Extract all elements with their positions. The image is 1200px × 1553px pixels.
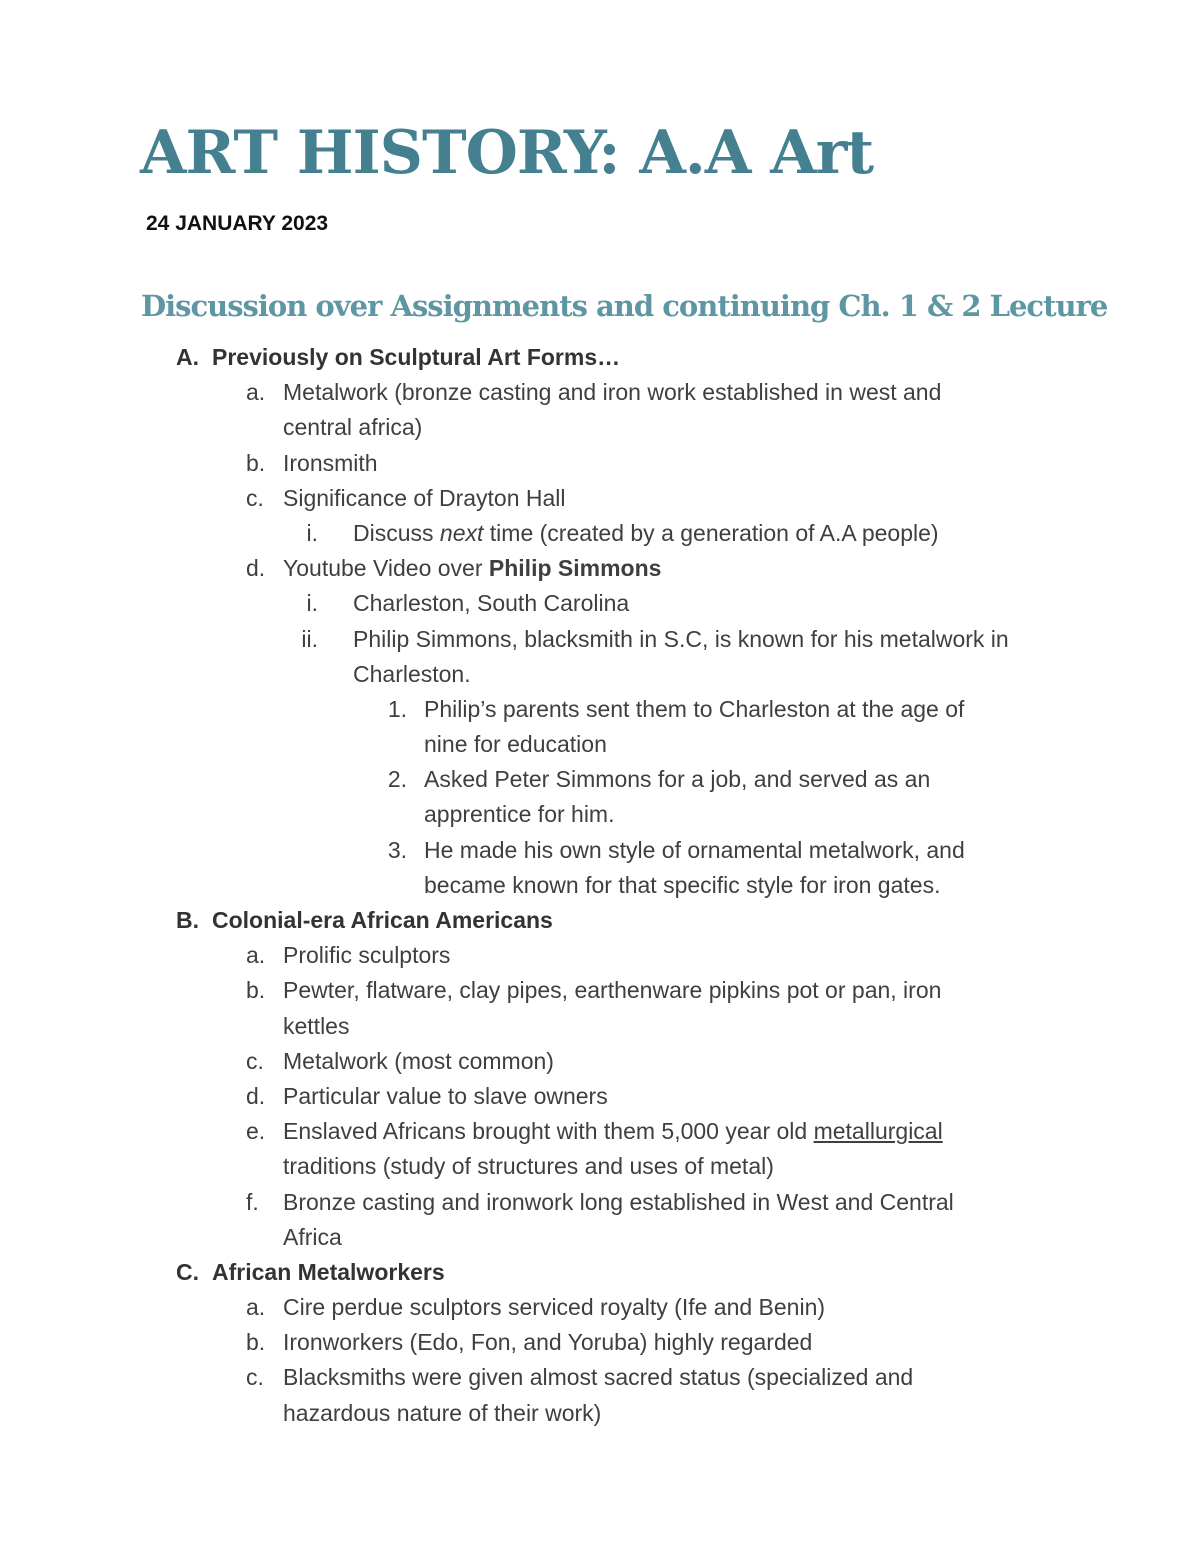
list-item bbox=[0, 375, 1200, 410]
list-item-text: traditions (study of structures and uses of metal) bbox=[283, 1153, 774, 1180]
emphasis-text: next bbox=[439, 519, 484, 546]
list-marker: i. bbox=[306, 519, 318, 546]
list-marker: B. bbox=[176, 907, 199, 933]
list-item bbox=[0, 1360, 1200, 1395]
list-item-text: Charleston. bbox=[353, 660, 471, 687]
list-item-continuation bbox=[0, 1396, 1200, 1431]
list-marker: 3. bbox=[387, 836, 407, 863]
list-item-text: Pewter, flatware, clay pipes, earthenware pipkins pot or pan, iron bbox=[283, 977, 942, 1004]
list-marker: C. bbox=[176, 1258, 199, 1285]
list-marker: d. bbox=[246, 1082, 266, 1109]
list-item bbox=[0, 586, 1200, 621]
list-item-continuation bbox=[0, 657, 1200, 692]
list-item bbox=[0, 1325, 1200, 1360]
list-item-text: Charleston, South Carolina bbox=[353, 590, 630, 617]
list-item-text: central africa) bbox=[283, 414, 423, 441]
list-item-text: hazardous nature of their work) bbox=[283, 1399, 602, 1426]
list-item-text: became known for that specific style for iron gates. bbox=[424, 871, 941, 898]
list-item bbox=[0, 516, 1200, 551]
list-item bbox=[0, 692, 1200, 727]
text-run: time (created by a generation of A.A people) bbox=[483, 519, 939, 546]
list-marker: a. bbox=[246, 942, 266, 969]
list-marker: i. bbox=[306, 590, 318, 617]
outline-section-a bbox=[0, 340, 1200, 375]
list-marker: d. bbox=[246, 555, 266, 582]
list-item-continuation bbox=[0, 1149, 1200, 1184]
text-run: Enslaved Africans brought with them 5,000 year old bbox=[283, 1118, 814, 1145]
list-item-text: Ironworkers (Edo, Fon, and Yoruba) highly regarded bbox=[283, 1329, 813, 1356]
list-marker: a. bbox=[246, 1294, 266, 1321]
list-item-text: Metalwork (bronze casting and iron work established in west and bbox=[283, 379, 942, 406]
list-item-text: Particular value to slave owners bbox=[283, 1082, 608, 1109]
list-marker: c. bbox=[246, 1047, 264, 1074]
underlined-term: metallurgical bbox=[813, 1118, 943, 1145]
list-item bbox=[0, 1114, 1200, 1149]
list-item-text: Cire perdue sculptors serviced royalty (Ife and Benin) bbox=[283, 1294, 826, 1321]
list-item-text: He made his own style of ornamental metalwork, and bbox=[424, 836, 965, 863]
list-marker: b. bbox=[246, 977, 266, 1004]
list-item bbox=[0, 551, 1200, 586]
list-marker: c. bbox=[246, 1364, 264, 1391]
list-item-text: Asked Peter Simmons for a job, and served as an bbox=[424, 766, 931, 793]
document-title: ART HISTORY: A.A Art bbox=[140, 118, 874, 188]
list-marker: a. bbox=[246, 379, 266, 406]
list-item-text: Metalwork (most common) bbox=[283, 1047, 554, 1074]
list-marker: f. bbox=[246, 1188, 259, 1215]
list-marker: c. bbox=[246, 484, 264, 511]
list-item-text: Prolific sculptors bbox=[283, 942, 451, 969]
list-item-continuation bbox=[0, 1220, 1200, 1255]
list-item-text: Philip Simmons, blacksmith in S.C, is known for his metalwork in bbox=[353, 625, 1009, 652]
list-marker: b. bbox=[246, 449, 266, 476]
list-item-text: Ironsmith bbox=[283, 449, 378, 476]
list-item-text: apprentice for him. bbox=[424, 801, 615, 828]
list-marker: 1. bbox=[387, 695, 407, 722]
list-item-continuation bbox=[0, 797, 1200, 832]
list-item-text: Bronze casting and ironwork long established in West and Central bbox=[283, 1188, 954, 1215]
list-item bbox=[0, 1185, 1200, 1220]
list-item bbox=[0, 1079, 1200, 1114]
section-heading: Discussion over Assignments and continuing Ch. 1 & 2 Lecture bbox=[141, 289, 1108, 323]
list-item-text: nine for education bbox=[424, 731, 607, 758]
list-marker: A. bbox=[176, 344, 199, 370]
list-item-text bbox=[283, 551, 661, 586]
list-item bbox=[0, 1290, 1200, 1325]
list-item-continuation bbox=[0, 868, 1200, 903]
list-item-text: Africa bbox=[283, 1223, 342, 1250]
list-item bbox=[0, 446, 1200, 481]
list-item-text: Philip’s parents sent them to Charleston at the age of bbox=[424, 695, 965, 722]
list-item-text bbox=[353, 516, 939, 551]
list-marker: ii. bbox=[301, 625, 318, 652]
list-item bbox=[0, 833, 1200, 868]
bold-name: Philip Simmons bbox=[488, 555, 662, 582]
list-item bbox=[0, 481, 1200, 516]
section-c-title: African Metalworkers bbox=[212, 1258, 445, 1285]
outline-list bbox=[0, 340, 1200, 1431]
list-marker: e. bbox=[246, 1118, 266, 1145]
list-item-text: kettles bbox=[283, 1012, 350, 1039]
list-item bbox=[0, 973, 1200, 1008]
section-a-title: Previously on Sculptural Art Forms… bbox=[212, 344, 621, 370]
section-b-title: Colonial-era African Americans bbox=[212, 907, 553, 933]
outline-section-b bbox=[0, 903, 1200, 938]
list-item-continuation bbox=[0, 1009, 1200, 1044]
list-item bbox=[0, 1044, 1200, 1079]
list-item-continuation bbox=[0, 727, 1200, 762]
text-run: Discuss bbox=[353, 519, 440, 546]
list-item bbox=[0, 762, 1200, 797]
list-item-text bbox=[283, 1114, 943, 1149]
text-run: Youtube Video over bbox=[283, 555, 489, 582]
list-item-text: Significance of Drayton Hall bbox=[283, 484, 566, 511]
list-marker: 2. bbox=[387, 766, 407, 793]
document-date: 24 JANUARY 2023 bbox=[146, 212, 329, 235]
list-item-continuation bbox=[0, 410, 1200, 445]
list-item bbox=[0, 622, 1200, 657]
list-item-text: Blacksmiths were given almost sacred status (specialized and bbox=[283, 1364, 914, 1391]
list-item bbox=[0, 938, 1200, 973]
list-marker: b. bbox=[246, 1329, 266, 1356]
outline-section-c bbox=[0, 1255, 1200, 1290]
